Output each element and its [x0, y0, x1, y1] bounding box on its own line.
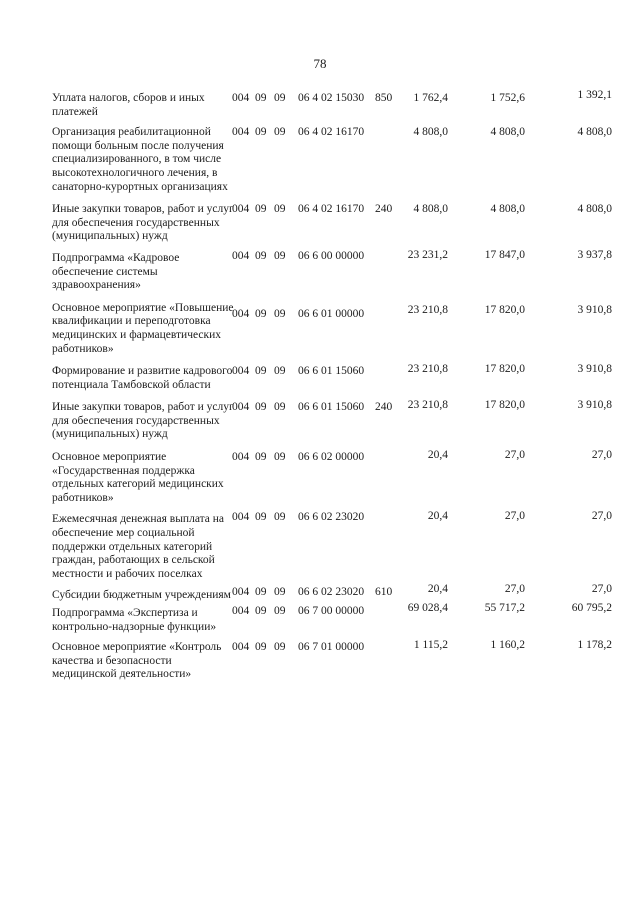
table-row: [52, 451, 612, 505]
table-row: [52, 89, 612, 119]
target-article-code: 06 7 00 00000: [298, 605, 365, 617]
ministry-code: 004: [232, 401, 250, 414]
amount-year-2: 27,0: [504, 510, 525, 523]
section-code: 09: [255, 641, 267, 654]
row-name: Иные закупки товаров, работ и услуг для обеспечения государственных (муниципальных) нужд: [52, 401, 234, 441]
amount-year-3: 3 910,8: [577, 303, 612, 316]
ministry-code: 004: [232, 605, 250, 617]
row-name: Основное мероприятие «Государственная поддержка отдельных категорий медицинских работников»: [52, 451, 224, 504]
amount-year-2: 17 820,0: [484, 303, 525, 316]
row-name: Формирование и развитие кадрового потенциала Тамбовской области: [52, 365, 233, 391]
row-name: Организация реабилитационной помощи больным после получения специализированного, в том числе высокотехнологичного лечения, в санаторно-курортных организациях: [52, 126, 228, 193]
amount-year-3: 27,0: [591, 449, 612, 462]
target-article-code: 06 4 02 16170: [298, 126, 365, 139]
ministry-code: 004: [232, 365, 250, 378]
amount-year-1: 69 028,4: [407, 602, 448, 614]
section-code: 09: [255, 586, 267, 599]
table-row: [52, 126, 612, 194]
amount-year-3: 1 392,1: [577, 89, 612, 101]
amount-year-2: 27,0: [504, 583, 525, 596]
target-article-code: 06 6 00 00000: [298, 249, 365, 262]
ministry-code: 004: [232, 126, 250, 139]
table-row: [52, 401, 612, 442]
section-code: 09: [255, 401, 267, 414]
section-code: 09: [255, 92, 267, 104]
amount-year-2: 17 820,0: [484, 363, 525, 376]
section-code: 09: [255, 451, 267, 464]
ministry-code: 004: [232, 511, 250, 524]
table-row: [52, 365, 612, 392]
subsection-code: 09: [274, 511, 286, 524]
section-code: 09: [255, 126, 267, 139]
row-name: Уплата налогов, сборов и иных платежей: [52, 92, 205, 118]
amount-year-3: 27,0: [591, 510, 612, 523]
subsection-code: 09: [274, 451, 286, 464]
amount-year-1: 23 210,8: [407, 399, 448, 412]
subsection-code: 09: [274, 605, 286, 617]
amount-year-1: 1 115,2: [413, 639, 448, 652]
expense-type-code: 240: [375, 203, 393, 216]
target-article-code: 06 6 01 15060: [298, 365, 365, 378]
amount-year-1: 20,4: [427, 449, 448, 462]
budget-table: [52, 89, 612, 682]
amount-year-2: 1 160,2: [490, 639, 525, 652]
table-row: [52, 510, 612, 581]
ministry-code: 004: [232, 586, 250, 599]
expense-type-code: 610: [375, 586, 393, 599]
amount-year-3: 4 808,0: [577, 203, 612, 216]
target-article-code: 06 7 01 00000: [298, 641, 365, 654]
row-name: Субсидии бюджетным учреждениям: [52, 589, 231, 602]
section-code: 09: [255, 605, 267, 617]
section-code: 09: [255, 365, 267, 378]
expense-type-code: 850: [375, 92, 393, 104]
amount-year-1: 4 808,0: [413, 203, 448, 216]
subsection-code: 09: [274, 401, 286, 414]
section-code: 09: [255, 203, 267, 216]
amount-year-3: 4 808,0: [577, 126, 612, 139]
amount-year-1: 20,4: [427, 510, 448, 523]
table-row: [52, 248, 612, 293]
amount-year-3: 3 937,8: [577, 248, 612, 261]
row-name: Ежемесячная денежная выплата на обеспечение мер социальной поддержки отдельных категорий граждан, работающих в сельской местности и рабочих поселках: [52, 513, 225, 580]
amount-year-2: 1 752,6: [490, 92, 525, 104]
section-code: 09: [255, 511, 267, 524]
ministry-code: 004: [232, 92, 250, 104]
ministry-code: 004: [232, 249, 250, 262]
subsection-code: 09: [274, 641, 286, 654]
amount-year-1: 4 808,0: [413, 126, 448, 139]
subsection-code: 09: [274, 203, 286, 216]
expense-type-code: 240: [375, 401, 393, 414]
amount-year-3: 3 910,8: [577, 363, 612, 376]
target-article-code: 06 6 02 23020: [298, 511, 365, 524]
table-row: [52, 302, 612, 356]
row-name: Иные закупки товаров, работ и услуг для обеспечения государственных (муниципальных) нужд: [52, 203, 234, 243]
amount-year-1: 20,4: [427, 583, 448, 596]
amount-year-1: 23 231,2: [407, 248, 448, 261]
amount-year-3: 3 910,8: [577, 399, 612, 412]
amount-year-2: 17 847,0: [484, 248, 525, 261]
amount-year-2: 17 820,0: [484, 399, 525, 412]
target-article-code: 06 6 02 00000: [298, 451, 365, 464]
amount-year-2: 4 808,0: [490, 126, 525, 139]
amount-year-2: 55 717,2: [484, 602, 525, 614]
subsection-code: 09: [274, 249, 286, 262]
amount-year-1: 23 210,8: [407, 363, 448, 376]
amount-year-2: 27,0: [504, 449, 525, 462]
ministry-code: 004: [232, 203, 250, 216]
row-name: Подпрограмма «Экспертиза и контрольно-надзорные функции»: [52, 607, 217, 633]
target-article-code: 06 4 02 15030: [298, 92, 365, 104]
target-article-code: 06 6 01 15060: [298, 401, 365, 414]
section-code: 09: [255, 307, 267, 320]
ministry-code: 004: [232, 307, 250, 320]
target-article-code: 06 6 01 00000: [298, 307, 365, 320]
subsection-code: 09: [274, 586, 286, 599]
row-name: Основное мероприятие «Повышение квалификации и переподготовка медицинских и фармацевтических работников»: [52, 301, 234, 355]
table-row: [52, 641, 612, 682]
amount-year-1: 23 210,8: [407, 303, 448, 316]
amount-year-2: 4 808,0: [490, 203, 525, 216]
subsection-code: 09: [274, 365, 286, 378]
page-number: 78: [313, 56, 327, 71]
target-article-code: 06 4 02 16170: [298, 203, 365, 216]
amount-year-1: 1 762,4: [413, 92, 448, 104]
amount-year-3: 27,0: [591, 583, 612, 596]
amount-year-3: 1 178,2: [577, 639, 612, 652]
table-row: [52, 583, 612, 603]
section-code: 09: [255, 249, 267, 262]
subsection-code: 09: [274, 92, 286, 104]
row-name: Подпрограмма «Кадровое обеспечение системы здравоохранения»: [52, 251, 180, 292]
subsection-code: 09: [274, 307, 286, 320]
ministry-code: 004: [232, 641, 250, 654]
target-article-code: 06 6 02 23020: [298, 586, 365, 599]
subsection-code: 09: [274, 126, 286, 139]
row-name: Основное мероприятие «Контроль качества и безопасности медицинской деятельности»: [52, 641, 222, 681]
ministry-code: 004: [232, 451, 250, 464]
table-row: [52, 602, 612, 634]
amount-year-3: 60 795,2: [571, 602, 612, 614]
table-row: [52, 203, 612, 244]
